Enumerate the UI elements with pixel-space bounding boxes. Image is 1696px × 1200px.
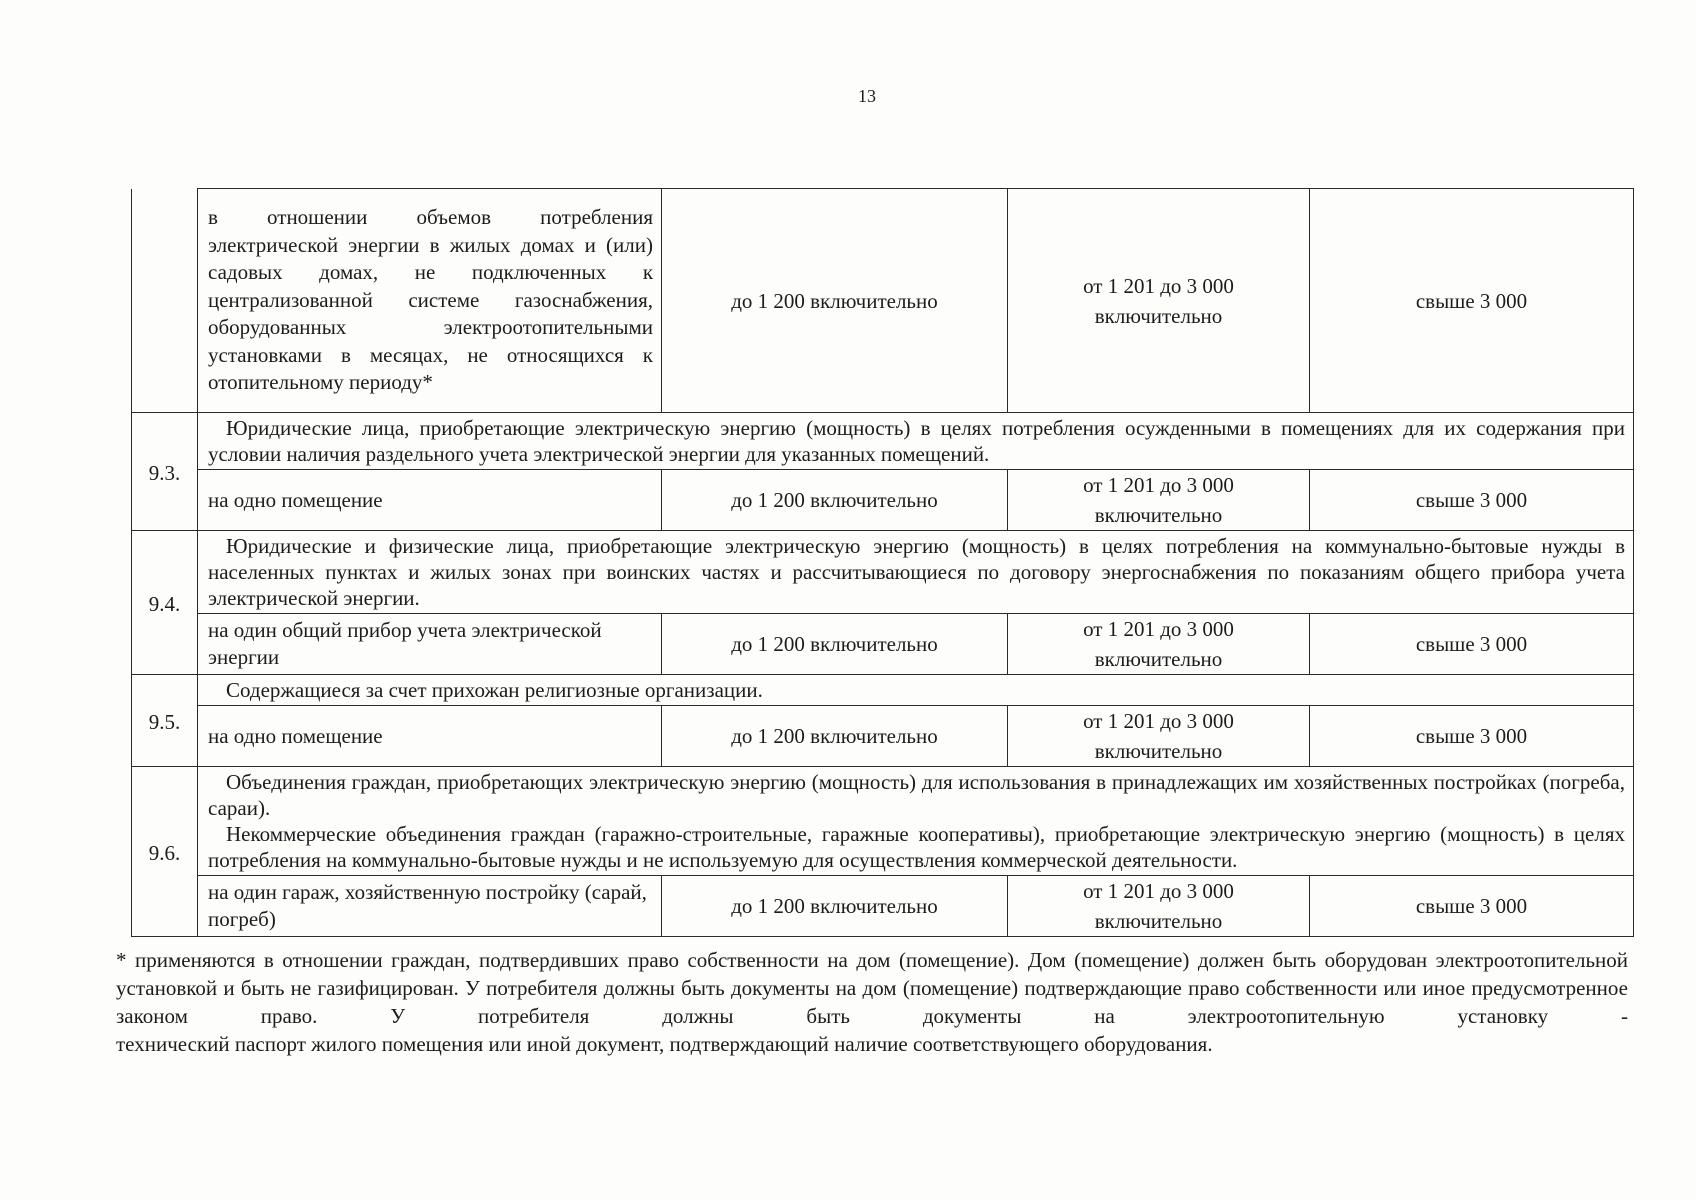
range-mid-line2: включительно xyxy=(1094,909,1223,933)
tariff-table xyxy=(131,188,1634,937)
footnote-text-end: технический паспорт жилого помещения или иной документ, подтверждающий наличие соответствующего оборудования. xyxy=(116,1032,1213,1056)
range-mid-line1: от 1 201 до 3 000 xyxy=(1083,617,1234,641)
range-mid xyxy=(1008,614,1310,675)
range-low: до 1 200 включительно xyxy=(662,189,1008,413)
section-header-row xyxy=(132,767,1634,876)
range-mid xyxy=(1008,470,1310,531)
range-high: свыше 3 000 xyxy=(1310,189,1634,413)
section-number: 9.5. xyxy=(132,675,198,767)
section-header-row xyxy=(132,675,1634,706)
section-paragraph: Некоммерческие объединения граждан (гаражно-строительные, гаражные кооперативы), приобретающие электрическую энергию (мощность) в целях потребления на коммунально-бытовые нужды и не используемую для осуществления коммерческой деятельности. xyxy=(208,822,1625,872)
range-mid-line1: от 1 201 до 3 000 xyxy=(1083,273,1234,298)
unit-label: на одно помещение xyxy=(198,470,662,531)
range-low: до 1 200 включительно xyxy=(662,706,1008,767)
range-mid-line2: включительно xyxy=(1094,303,1223,328)
table-row xyxy=(132,189,1634,413)
range-high: свыше 3 000 xyxy=(1310,706,1634,767)
description-line: к централизованной системе xyxy=(208,260,654,312)
range-mid-line2: включительно xyxy=(1094,739,1223,763)
range-mid xyxy=(1008,876,1310,937)
range-mid-line1: от 1 201 до 3 000 xyxy=(1083,879,1234,903)
unit-label: на одно помещение xyxy=(198,706,662,767)
category-description xyxy=(198,189,662,413)
description-line: электрической энергии в жилых домах и xyxy=(208,232,596,257)
section-description xyxy=(198,767,1634,876)
table-row xyxy=(132,876,1634,937)
range-mid-line2: включительно xyxy=(1094,647,1223,671)
table-row xyxy=(132,614,1634,675)
description-line: отопительному периоду* xyxy=(208,370,433,395)
section-number: 9.6. xyxy=(132,767,198,937)
row-number-cell xyxy=(132,189,198,413)
section-header-row xyxy=(132,413,1634,470)
table-row xyxy=(132,470,1634,531)
section-paragraph: Объединения граждан, приобретающих электрическую энергию (мощность) для использования в принадлежащих им хозяйственных постройках (погреба, сараи). xyxy=(208,770,1625,820)
range-mid xyxy=(1008,189,1310,413)
footnote xyxy=(116,946,1628,1058)
range-low: до 1 200 включительно xyxy=(662,876,1008,937)
section-description xyxy=(198,531,1634,614)
section-description xyxy=(198,675,1634,706)
description-line: (или) садовых домах, не подключенных xyxy=(208,232,653,285)
section-paragraph: Юридические лица, приобретающие электрическую энергию (мощность) в целях потребления осужденными в помещениях для их содержания при условии наличия раздельного учета электрической энергии для указанных помещений. xyxy=(208,416,1625,466)
range-mid xyxy=(1008,706,1310,767)
range-low: до 1 200 включительно xyxy=(662,614,1008,675)
description-line: месяцах, не относящихся к xyxy=(369,342,653,367)
description-line: электроотопительными установками в xyxy=(208,315,653,367)
range-high: свыше 3 000 xyxy=(1310,614,1634,675)
section-number: 9.4. xyxy=(132,531,198,675)
section-paragraph: Содержащиеся за счет прихожан религиозные организации. xyxy=(226,678,763,702)
range-high: свыше 3 000 xyxy=(1310,876,1634,937)
range-high: свыше 3 000 xyxy=(1310,470,1634,531)
range-mid-line1: от 1 201 до 3 000 xyxy=(1083,473,1234,497)
unit-label: на один гараж, хозяйственную постройку (сарай, погреб) xyxy=(198,876,662,937)
range-mid-line2: включительно xyxy=(1094,503,1223,527)
unit-label: на один общий прибор учета электрической энергии xyxy=(198,614,662,675)
range-low: до 1 200 включительно xyxy=(662,470,1008,531)
page-number: 13 xyxy=(858,86,876,106)
footnote-text: * применяются в отношении граждан, подтвердивших право собственности на дом (помещение). Дом (помещение) должен быть оборудован электроотопительной установкой и быть не газифицирован. У потребителя должны быть документы на дом (помещение) подтверждающие право собственности или иное предусмотренное законом право. У потребителя должны быть документы на электроотопительную установку - xyxy=(116,948,1628,1028)
section-description xyxy=(198,413,1634,470)
section-number: 9.3. xyxy=(132,413,198,531)
section-paragraph: Юридические и физические лица, приобретающие электрическую энергию (мощность) в целях потребления на коммунально-бытовые нужды в населенных пунктах и жилых зонах при воинских частях и рассчитывающиеся по договору энергоснабжения по показаниям общего прибора учета электрической энергии. xyxy=(208,534,1625,610)
section-header-row xyxy=(132,531,1634,614)
description-line: в отношении объемов потребления xyxy=(208,205,653,230)
description-line: газоснабжения, оборудованных xyxy=(208,287,653,340)
table-row xyxy=(132,706,1634,767)
range-mid-line1: от 1 201 до 3 000 xyxy=(1083,709,1234,733)
